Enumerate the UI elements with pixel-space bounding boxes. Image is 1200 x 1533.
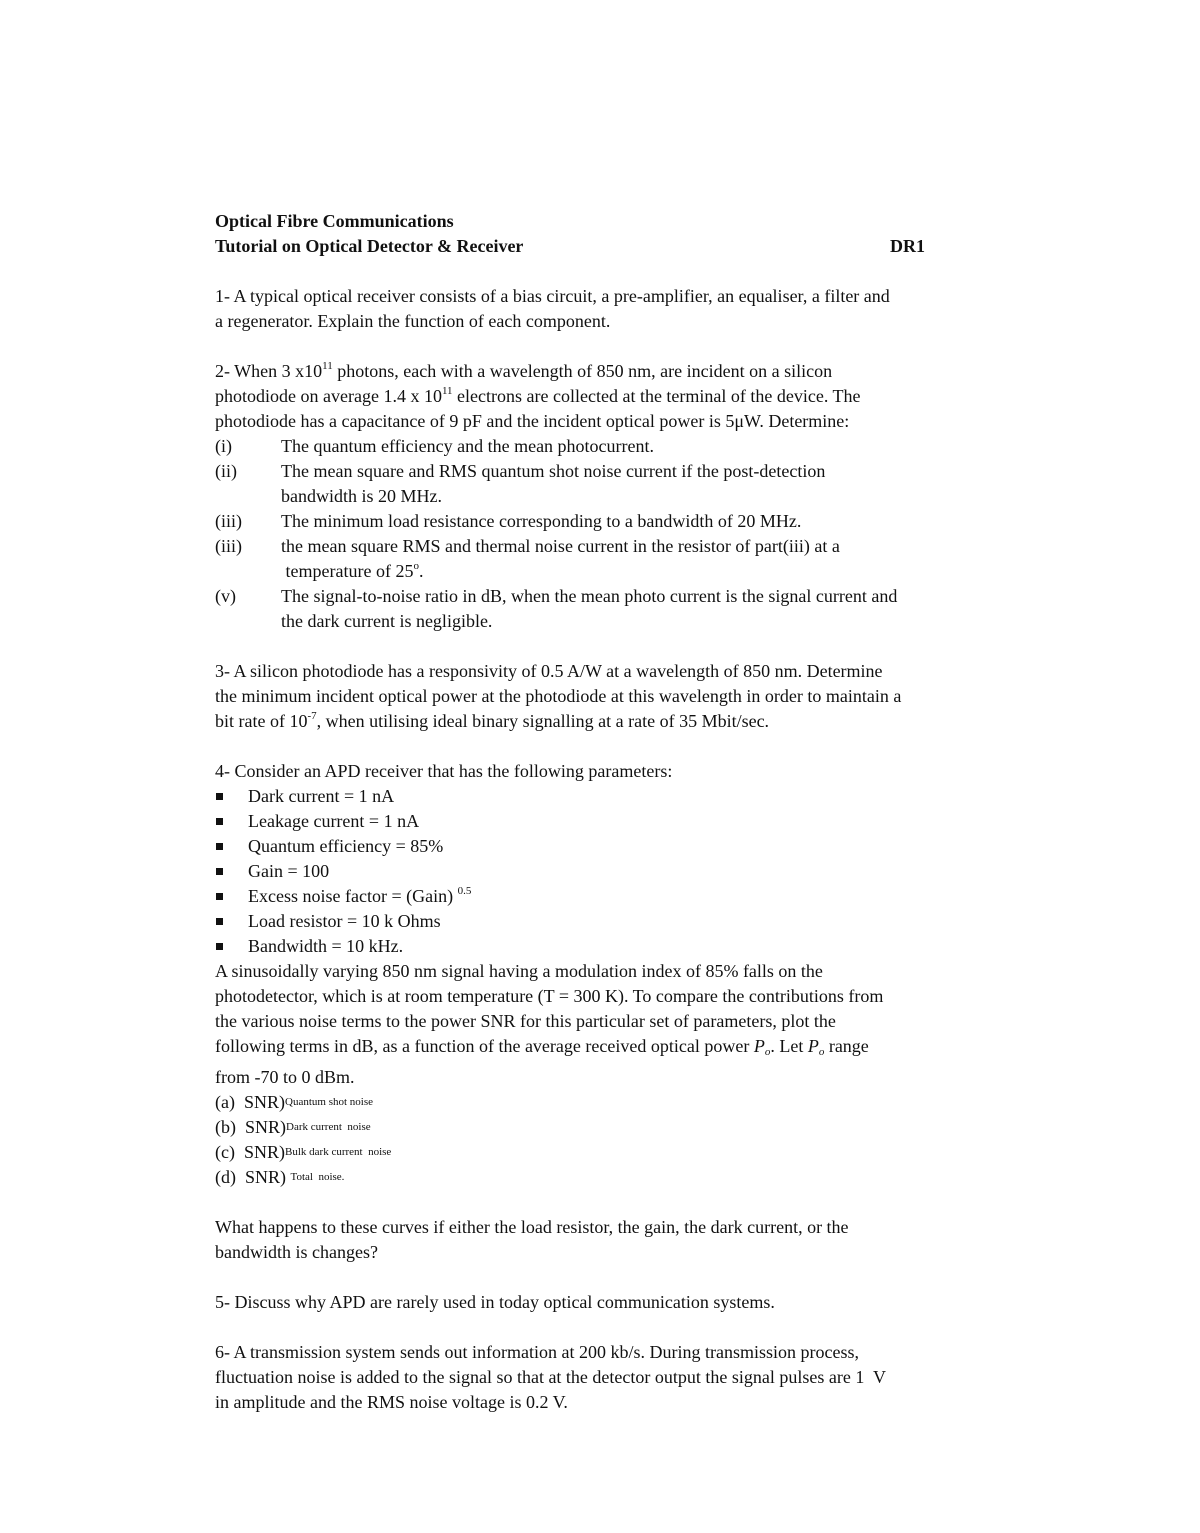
param-item (215, 834, 985, 859)
q2-item (215, 509, 985, 534)
param-item (215, 809, 985, 834)
q4-line: A sinusoidally varying 850 nm signal having a modulation index of 85% falls on the (215, 961, 823, 981)
q4-text: range (824, 1036, 869, 1056)
degree-superscript: o (413, 560, 419, 572)
q3-text: , when utilising ideal binary signalling at a rate of 35 Mbit/sec. (316, 711, 770, 731)
item-text: The minimum load resistance corresponding to a bandwidth of 20 MHz. (281, 511, 802, 531)
param-text-part: Excess noise factor = (Gain) (248, 886, 458, 906)
item-text (281, 459, 985, 509)
q6-line: in amplitude and the RMS noise voltage is 0.2 V. (215, 1392, 568, 1412)
document-title: Optical Fibre Communications (215, 211, 454, 231)
param-item (215, 784, 985, 809)
item-text (281, 584, 985, 634)
snr-subscript: Bulk dark current noise (285, 1146, 392, 1158)
q2-line (215, 384, 985, 409)
q2-text: electrons are collected at the terminal of the device. The (452, 386, 861, 406)
q1-line: 1- A typical optical receiver consists of a bias circuit, a pre-amplifier, an equaliser, a filter and (215, 286, 890, 306)
square-bullet-icon (215, 809, 248, 834)
question-6 (215, 1340, 985, 1415)
snr-item (215, 1115, 985, 1140)
q2-text: photodiode on average 1.4 x 10 (215, 386, 442, 406)
param-text: Dark current = 1 nA (248, 786, 395, 806)
q4-line: bandwidth is changes? (215, 1242, 378, 1262)
q6-line: fluctuation noise is added to the signal so that at the detector output the signal pulses are 1 V (215, 1367, 887, 1387)
q2-line: photodiode has a capacitance of 9 pF and the incident optical power is 5μW. Determine: (215, 411, 850, 431)
q2-text: 2- When 3 x10 (215, 361, 323, 381)
param-exponent: 0.5 (457, 885, 472, 897)
document-subtitle-row (215, 234, 925, 259)
q2-exponent: 11 (441, 385, 453, 397)
q2-line (215, 359, 985, 384)
snr-subscript: Total noise. (290, 1171, 345, 1183)
document-code: DR1 (890, 236, 925, 256)
param-item (215, 934, 985, 959)
snr-item (215, 1140, 985, 1165)
document-subtitle: Tutorial on Optical Detector & Receiver (215, 236, 524, 256)
square-bullet-icon (215, 884, 248, 909)
snr-label: (d) SNR) (215, 1167, 291, 1187)
item-number: (ii) (215, 461, 237, 481)
q3-exponent: -7 (307, 710, 317, 722)
item-text (281, 534, 985, 584)
power-subscript: o (764, 1046, 771, 1058)
q4-text: following terms in dB, as a function of the average received optical power (215, 1036, 754, 1056)
param-text: Quantum efficiency = 85% (248, 836, 444, 856)
snr-subscript: Quantum shot noise (285, 1096, 373, 1108)
item-number: (v) (215, 586, 236, 606)
tutorial-content (215, 209, 985, 1415)
square-bullet-icon (215, 909, 248, 934)
q4-line: photodetector, which is at room temperature (T = 300 K). To compare the contributions from (215, 986, 884, 1006)
item-text-part: temperature of 25 (281, 561, 414, 581)
param-item (215, 909, 985, 934)
question-5 (215, 1290, 985, 1315)
square-bullet-icon (215, 834, 248, 859)
snr-label: (c) SNR) (215, 1142, 285, 1162)
question-3 (215, 659, 985, 734)
q3-line (215, 709, 985, 734)
q2-exponent: 11 (322, 360, 333, 372)
question-1 (215, 284, 985, 334)
q4-intro: 4- Consider an APD receiver that has the following parameters: (215, 761, 673, 781)
square-bullet-icon (215, 859, 248, 884)
item-line (281, 559, 985, 584)
item-line: The mean square and RMS quantum shot noise current if the post-detection (281, 461, 826, 481)
q4-text: . Let (770, 1036, 808, 1056)
param-text: Bandwidth = 10 kHz. (248, 936, 404, 956)
snr-label: (a) SNR) (215, 1092, 285, 1112)
q2-item (215, 534, 985, 584)
q2-item (215, 584, 985, 634)
param-text (248, 884, 471, 909)
q3-line: 3- A silicon photodiode has a responsivity of 0.5 A/W at a wavelength of 850 nm. Determine (215, 661, 883, 681)
q4-line: the various noise terms to the power SNR for this particular set of parameters, plot the (215, 1011, 836, 1031)
q4-line: What happens to these curves if either the load resistor, the gain, the dark current, or the (215, 1217, 849, 1237)
q3-text: bit rate of 10 (215, 711, 308, 731)
param-item (215, 859, 985, 884)
item-number: (iii) (215, 536, 242, 556)
question-4 (215, 759, 985, 1265)
square-bullet-icon (215, 934, 248, 959)
power-subscript: o (818, 1046, 825, 1058)
item-line: the dark current is negligible. (281, 611, 493, 631)
q3-line: the minimum incident optical power at the photodiode at this wavelength in order to maintain a (215, 686, 902, 706)
snr-subscript: Dark current noise (286, 1121, 371, 1133)
item-number: (i) (215, 436, 232, 456)
item-text-part: . (418, 561, 424, 581)
snr-label: (b) SNR) (215, 1117, 286, 1137)
item-line: the mean square RMS and thermal noise current in the resistor of part(iii) at a (281, 536, 840, 556)
snr-item (215, 1165, 985, 1190)
q4-line: from -70 to 0 dBm. (215, 1067, 355, 1087)
item-line: The signal-to-noise ratio in dB, when the mean photo current is the signal current and (281, 586, 898, 606)
square-bullet-icon (215, 784, 248, 809)
param-text: Load resistor = 10 k Ohms (248, 911, 441, 931)
snr-item (215, 1090, 985, 1115)
item-line: bandwidth is 20 MHz. (281, 486, 442, 506)
q2-item (215, 459, 985, 509)
q2-text: photons, each with a wavelength of 850 nm, are incident on a silicon (332, 361, 833, 381)
param-text: Gain = 100 (248, 861, 330, 881)
param-text: Leakage current = 1 nA (248, 811, 420, 831)
question-2 (215, 359, 985, 634)
param-item (215, 884, 985, 909)
item-text: The quantum efficiency and the mean photocurrent. (281, 436, 655, 456)
q4-line (215, 1034, 985, 1065)
q1-line: a regenerator. Explain the function of each component. (215, 311, 611, 331)
power-symbol: P (753, 1036, 765, 1056)
q5-line: 5- Discuss why APD are rarely used in today optical communication systems. (215, 1292, 775, 1312)
q6-line: 6- A transmission system sends out information at 200 kb/s. During transmission process, (215, 1342, 859, 1362)
item-number: (iii) (215, 511, 242, 531)
q2-item (215, 434, 985, 459)
power-symbol: P (807, 1036, 819, 1056)
